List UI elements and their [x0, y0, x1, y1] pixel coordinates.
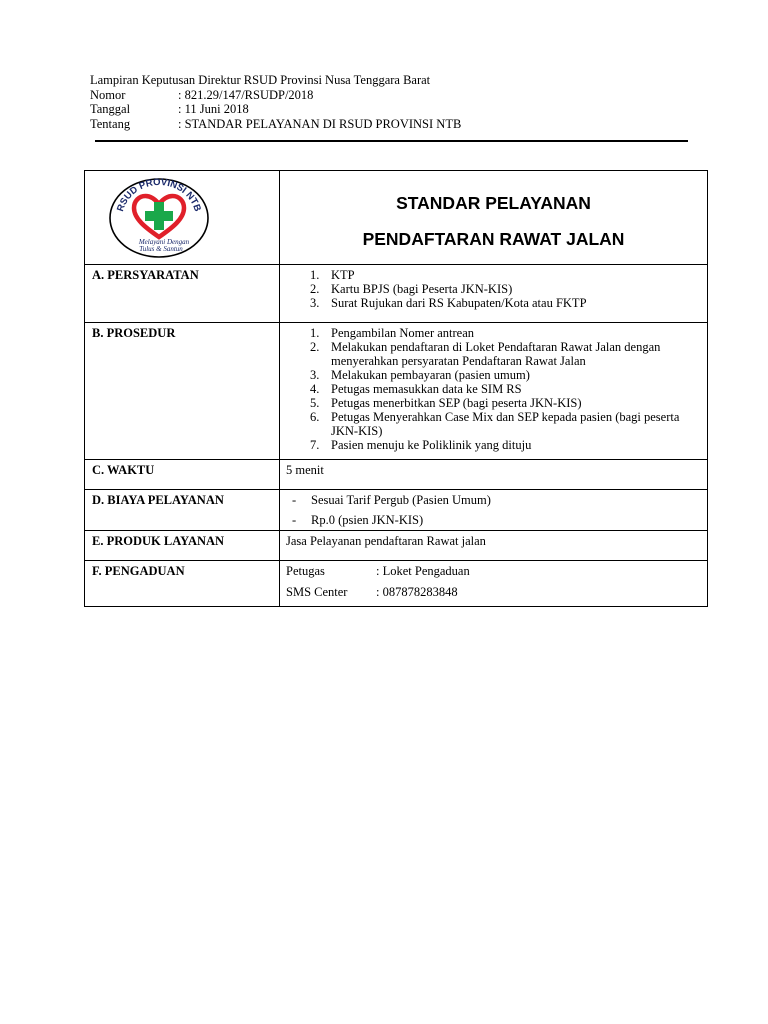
document-title-line1: STANDAR PELAYANAN	[396, 193, 591, 213]
hospital-logo-icon	[108, 177, 210, 259]
pengaduan-sms: SMS Center : 087878283848	[286, 585, 458, 599]
biaya-row	[85, 490, 708, 531]
prosedur-row	[85, 323, 708, 460]
nomor-label: Nomor	[90, 87, 126, 102]
document-title-line2: PENDAFTARAN RAWAT JALAN	[362, 229, 625, 249]
list-item: 4. Petugas memasukkan data ke SIM RS	[310, 382, 522, 396]
logo-cell	[85, 171, 280, 265]
list-item: 2. Melakukan pendaftaran di Loket Pendaftaran Rawat Jalan dengan menyerahkan persyaratan Pendaftaran Rawat Jalan	[310, 340, 661, 368]
header-tanggal	[90, 102, 461, 117]
waktu-row	[85, 460, 708, 490]
header-nomor	[90, 88, 461, 103]
tanggal-value: : 11 Juni 2018	[178, 102, 249, 116]
logo-top-text: RSUD PROVINSI NTB	[115, 177, 203, 213]
logo-motto-1: Melayani Dengan	[138, 238, 190, 246]
logo-cross-h	[145, 211, 173, 221]
waktu-value: 5 menit	[280, 460, 708, 490]
prosedur-label: B. PROSEDUR	[85, 323, 280, 460]
list-item: - Rp.0 (psien JKN-KIS)	[292, 513, 424, 527]
list-item: 7. Pasien menuju ke Poliklinik yang dituju	[310, 438, 532, 452]
list-item: 5. Petugas menerbitkan SEP (bagi peserta JKN-KIS)	[310, 396, 582, 410]
list-item: - Sesuai Tarif Pergub (Pasien Umum)	[292, 493, 491, 507]
tentang-value: : STANDAR PELAYANAN DI RSUD PROVINSI NTB	[178, 116, 462, 131]
title-cell	[280, 171, 708, 265]
pengaduan-row	[85, 561, 708, 607]
pengaduan-label: F. PENGADUAN	[85, 561, 280, 607]
pengaduan-petugas: Petugas : Loket Pengaduan	[286, 564, 470, 578]
service-standard-table	[84, 170, 708, 607]
header-divider	[95, 140, 688, 142]
produk-value: Jasa Pelayanan pendaftaran Rawat jalan	[280, 531, 708, 561]
prosedur-content	[280, 323, 708, 460]
persyaratan-list	[286, 268, 701, 310]
biaya-label: D. BIAYA PELAYANAN	[85, 490, 280, 531]
tanggal-label: Tanggal	[90, 102, 131, 116]
document-header	[90, 73, 461, 131]
pengaduan-content	[280, 561, 708, 607]
title-row	[85, 171, 708, 265]
logo-motto-2: Tulus & Santun	[139, 245, 183, 253]
nomor-value: : 821.29/147/RSUDP/2018	[178, 87, 314, 102]
prosedur-list	[286, 326, 701, 452]
persyaratan-content	[280, 265, 708, 323]
tentang-label: Tentang	[90, 116, 131, 131]
waktu-label: C. WAKTU	[85, 460, 280, 490]
list-item: 3. Melakukan pembayaran (pasien umum)	[310, 368, 530, 382]
list-item: 2. Kartu BPJS (bagi Peserta JKN-KIS)	[310, 282, 513, 296]
biaya-content	[280, 490, 708, 531]
list-item: 1. Pengambilan Nomer antrean	[310, 326, 475, 340]
persyaratan-row	[85, 265, 708, 323]
persyaratan-label: A. PERSYARATAN	[85, 265, 280, 323]
produk-label: E. PRODUK LAYANAN	[85, 531, 280, 561]
list-item: 3. Surat Rujukan dari RS Kabupaten/Kota atau FKTP	[310, 296, 587, 310]
header-line1: Lampiran Keputusan Direktur RSUD Provinsi Nusa Tenggara Barat	[90, 73, 431, 87]
list-item: 1. KTP	[310, 268, 355, 282]
header-tentang	[90, 117, 461, 132]
produk-row	[85, 531, 708, 561]
hospital-logo	[108, 177, 210, 259]
list-item: 6. Petugas Menyerahkan Case Mix dan SEP kepada pasien (bagi peserta JKN-KIS)	[310, 410, 680, 438]
